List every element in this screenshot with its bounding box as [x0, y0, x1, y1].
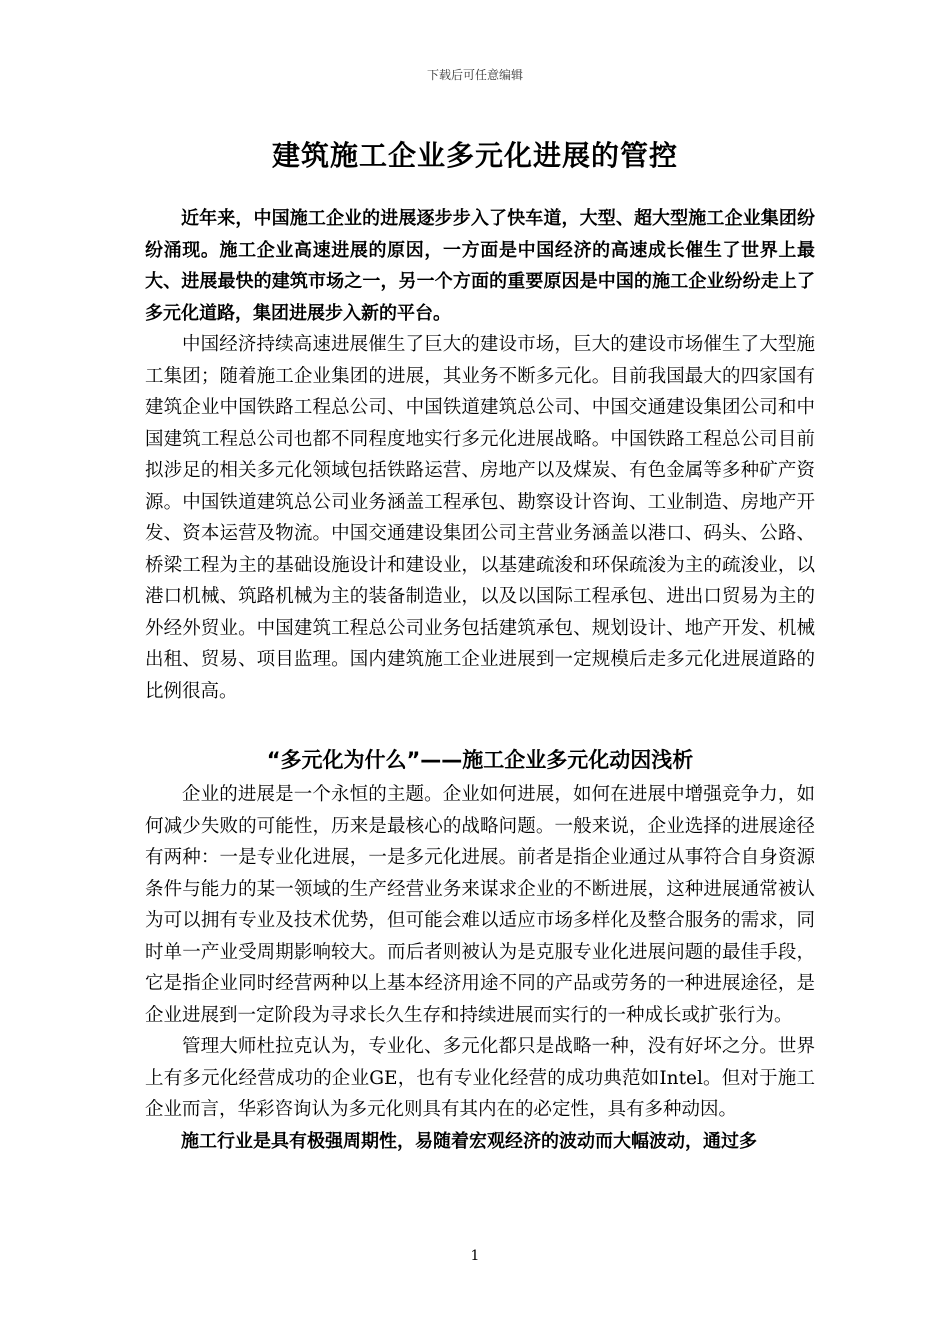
intro-paragraph: 近年来，中国施工企业的进展逐步步入了快车道，大型、超大型施工企业集团纷纷涌现。施工企业高速进展的原因，一方面是中国经济的高速成长催生了世界上最大、进展最快的建筑市场之一，另一个方面的重要原因是中国的施工企业纷纷走上了多元化道路，集团进展步入新的平台。: [145, 208, 815, 324]
paragraph-2: 企业的进展是一个永恒的主题。企业如何进展，如何在进展中增强竞争力，如何减少失败的可能性，历来是最核心的战略问题。一般来说，企业选择的进展途径有两种：一是专业化进展，一是多元化进展。前者是指企业通过从事符合自身资源条件与能力的某一领域的生产经营业务来谋求企业的不断进展，这种进展通常被认为可以拥有专业及技术优势，但可能会难以适应市场多样化及整合服务的需求，同时单一产业受周期影响较大。而后者则被认为是克服专业化进展问题的最佳手段，它是指企业同时经营两种以上基本经济用途不同的产品或劳务的一种进展途径，是企业进展到一定阶段为寻求长久生存和持续进展而实行的一种成长或扩张行为。: [145, 784, 815, 1026]
paragraph-4: 施工行业是具有极强周期性，易随着宏观经济的波动而大幅波动，通过多: [181, 1130, 757, 1152]
paragraph-3: 管理大师杜拉克认为，专业化、多元化都只是战略一种，没有好坏之分。世界上有多元化经营成功的企业GE，也有专业化经营的成功典范如Intel。但对于施工企业而言，华彩咨询认为多元化则具有其内在的必定性，具有多种动因。: [145, 1036, 815, 1120]
page-number: 1: [470, 1248, 480, 1264]
page-header: 下载后可任意编辑: [426, 68, 523, 82]
paragraph-1: 中国经济持续高速进展催生了巨大的建设市场，巨大的建设市场催生了大型施工集团；随着施工企业集团的进展，其业务不断多元化。目前我国最大的四家国有建筑企业中国铁路工程总公司、中国铁道建筑总公司、中国交通建设集团公司和中国建筑工程总公司也都不同程度地实行多元化进展战略。中国铁路工程总公司目前拟涉足的相关多元化领域包括铁路运营、房地产以及煤炭、有色金属等多种矿产资源。中国铁道建筑总公司业务涵盖工程承包、勘察设计咨询、工业制造、房地产开发、资本运营及物流。中国交通建设集团公司主营业务涵盖以港口、码头、公路、桥梁工程为主的基础设施设计和建设业，以基建疏浚和环保疏浚为主的疏浚业，以港口机械、筑路机械为主的装备制造业，以及以国际工程承包、进出口贸易为主的外经外贸业。中国建筑工程总公司业务包括建筑承包、规划设计、地产开发、机械出租、贸易、项目监理。国内建筑施工企业进展到一定规模后走多元化进展道路的比例很高。: [145, 334, 815, 702]
document-title: 建筑施工企业多元化进展的管控: [271, 139, 678, 172]
document-body: [145, 203, 815, 1157]
section-heading: “多元化为什么”——施工企业多元化动因浅析: [266, 748, 694, 772]
